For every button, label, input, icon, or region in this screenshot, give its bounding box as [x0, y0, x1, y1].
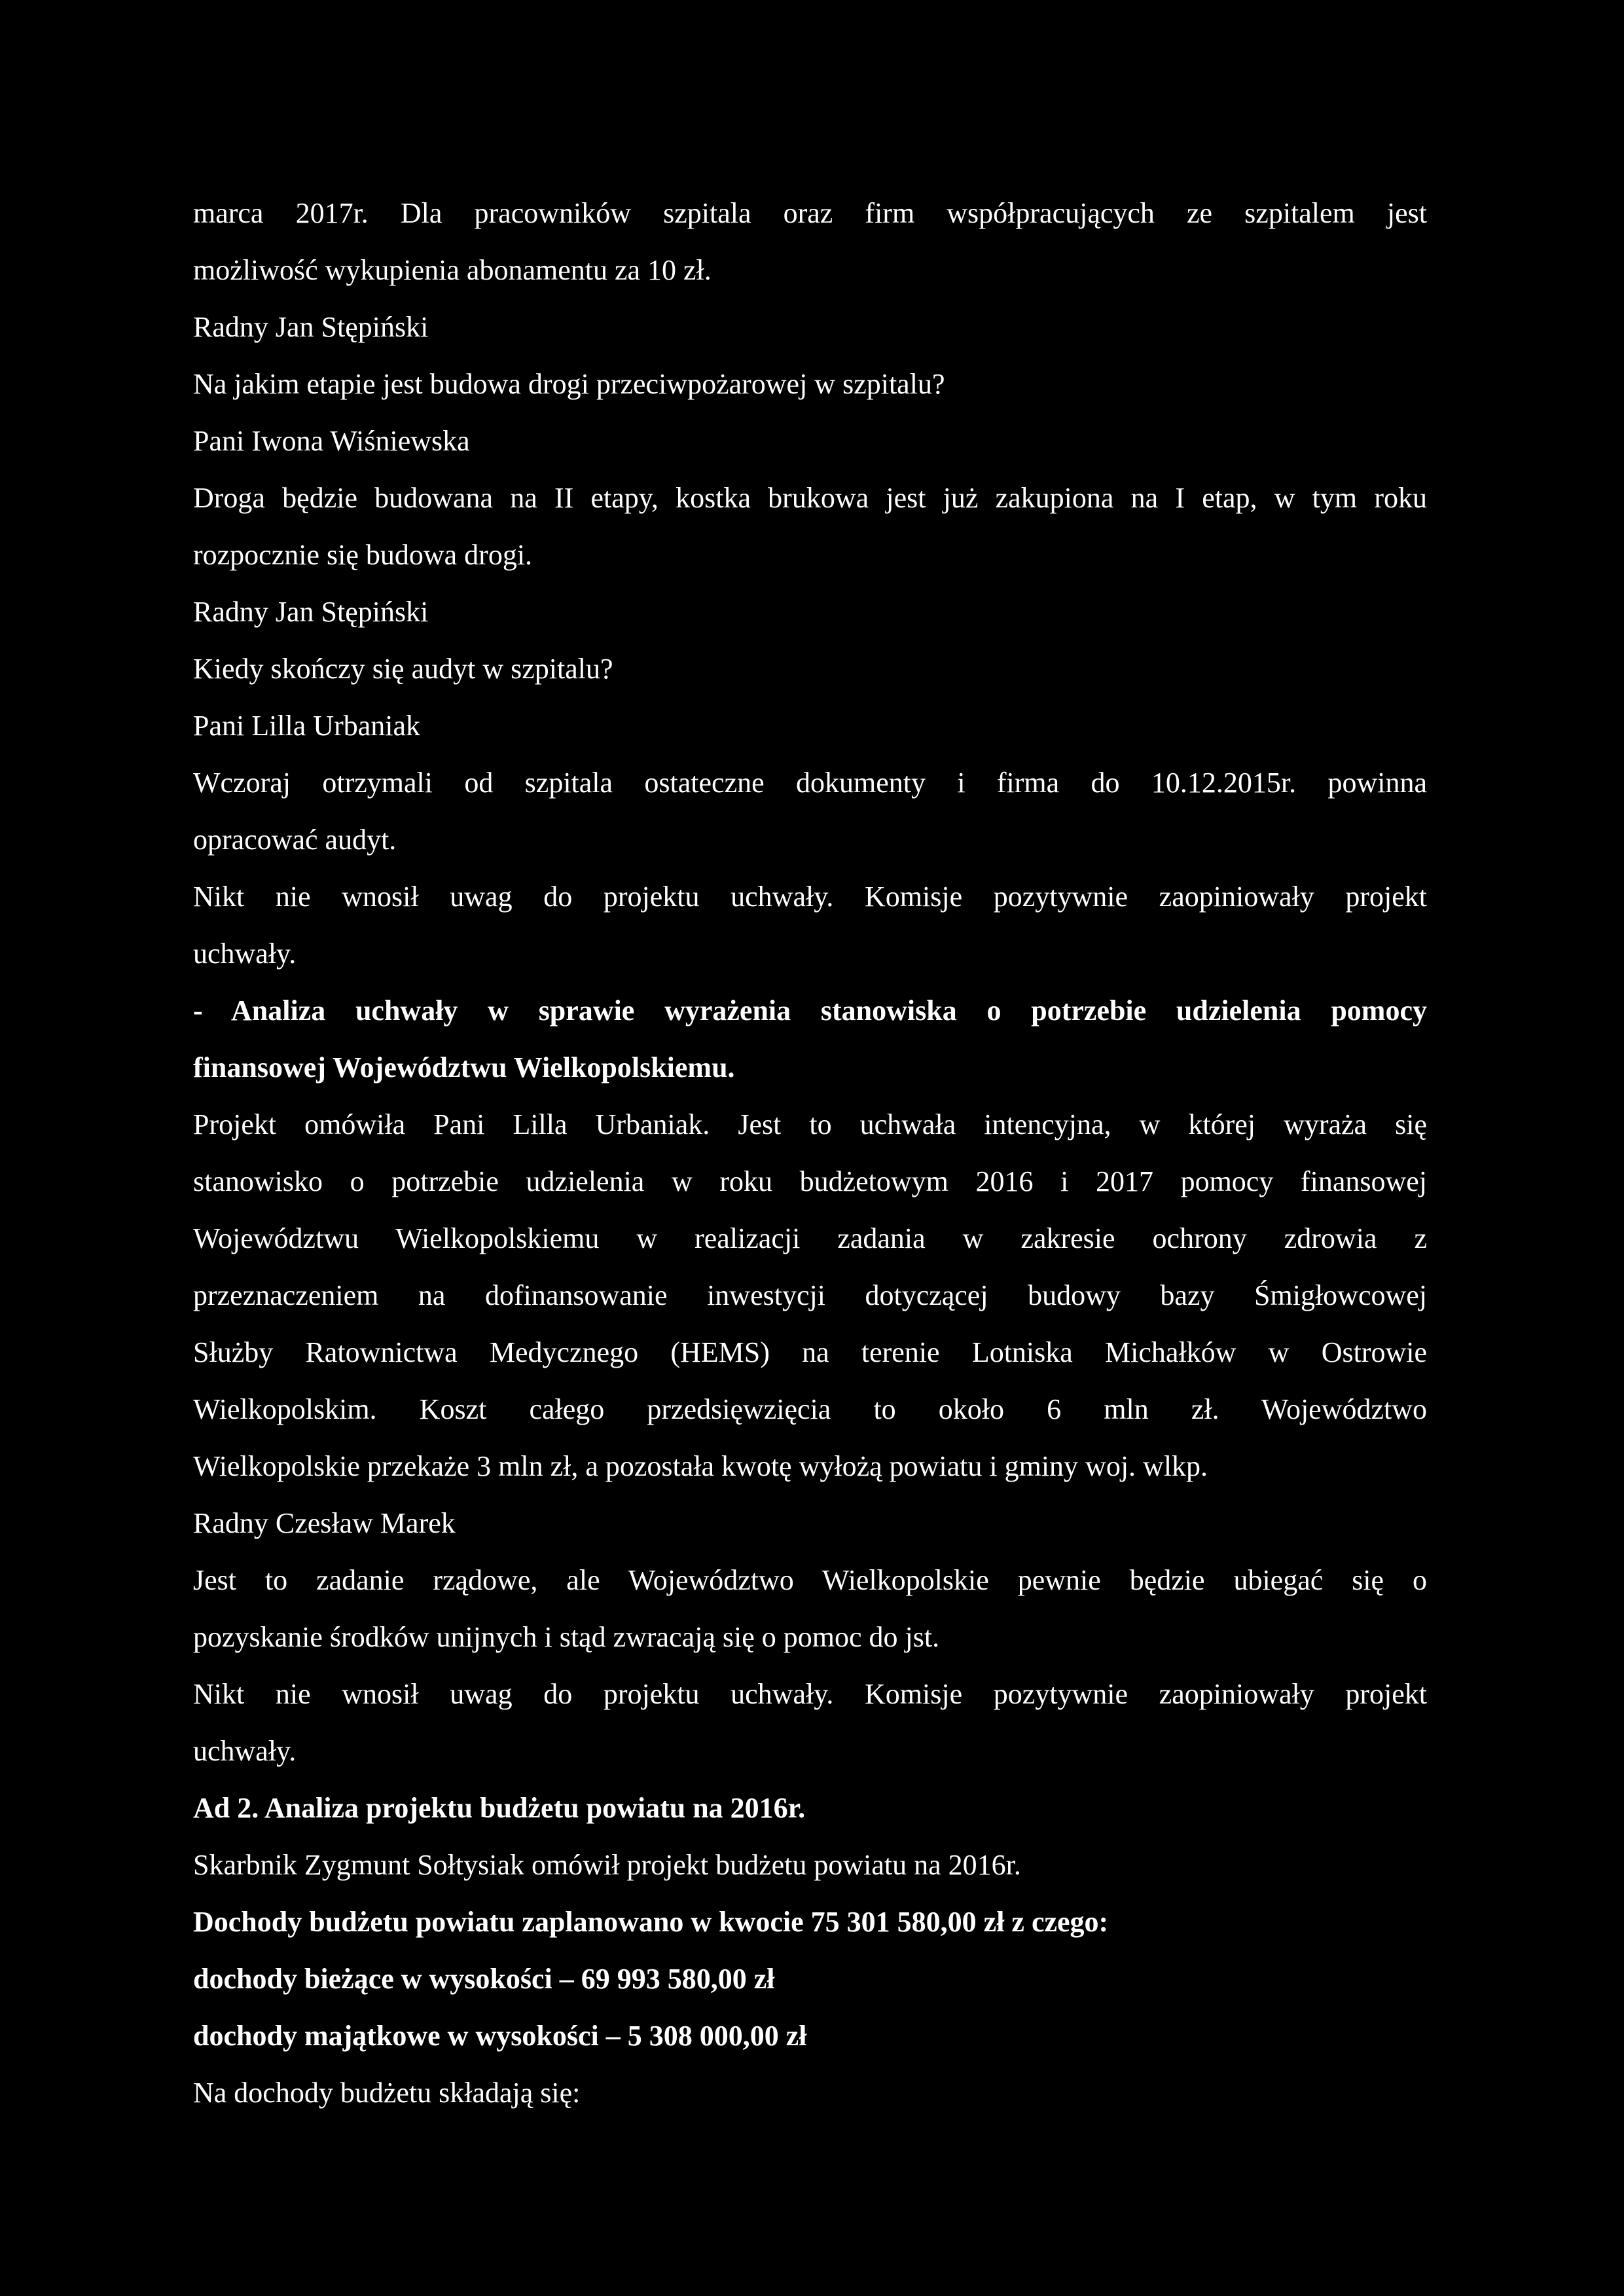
text-line: stanowisko o potrzebie udzielenia w roku budżetowym 2016 i 2017 pomocy finansowej	[193, 1165, 1427, 1197]
text-line: Na dochody budżetu składają się:	[193, 2077, 581, 2109]
text-line: Nikt nie wnosił uwag do projektu uchwały. Komisje pozytywnie zaopiniowały projekt	[193, 1678, 1427, 1710]
text-line: Nikt nie wnosił uwag do projektu uchwały. Komisje pozytywnie zaopiniowały projekt	[193, 881, 1427, 913]
bold-text-line: Ad 2. Analiza projektu budżetu powiatu na 2016r.	[193, 1792, 806, 1824]
text-line: możliwość wykupienia abonamentu za 10 zł.	[193, 254, 712, 286]
text-line: Wielkopolskim. Koszt całego przedsięwzięcia to około 6 mln zł. Województwo	[193, 1393, 1427, 1425]
bold-text-line: dochody majątkowe w wysokości – 5 308 000,00 zł	[193, 2020, 807, 2052]
text-line: Wczoraj otrzymali od szpitala ostateczne dokumenty i firma do 10.12.2015r. powinna	[193, 767, 1427, 799]
text-line: Pani Iwona Wiśniewska	[193, 425, 470, 457]
bold-text-line: Dochody budżetu powiatu zaplanowano w kwocie 75 301 580,00 zł z czego:	[193, 1906, 1109, 1938]
text-line: Na jakim etapie jest budowa drogi przeciwpożarowej w szpitalu?	[193, 368, 945, 400]
text-line: Radny Czesław Marek	[193, 1507, 456, 1539]
text-line: uchwały.	[193, 1735, 297, 1767]
text-line: rozpocznie się budowa drogi.	[193, 539, 533, 571]
text-line: Jest to zadanie rządowe, ale Województwo Wielkopolskie pewnie będzie ubiegać się o	[193, 1564, 1427, 1596]
text-line: Pani Lilla Urbaniak	[193, 710, 421, 742]
text-line: uchwały.	[193, 938, 297, 970]
text-line: Służby Ratownictwa Medycznego (HEMS) na terenie Lotniska Michałków w Ostrowie	[193, 1336, 1427, 1368]
text-line: opracować audyt.	[193, 824, 397, 856]
text-line: Kiedy skończy się audyt w szpitalu?	[193, 653, 613, 685]
text-line: Radny Jan Stępiński	[193, 596, 429, 628]
bold-text-line: - Analiza uchwały w sprawie wyrażenia stanowiska o potrzebie udzielenia pomocy	[193, 994, 1427, 1027]
text-line: Projekt omówiła Pani Lilla Urbaniak. Jest to uchwała intencyjna, w której wyraża się	[193, 1108, 1427, 1140]
text-line: Wielkopolskie przekaże 3 mln zł, a pozostała kwotę wyłożą powiatu i gminy woj. wlkp.	[193, 1450, 1208, 1482]
bold-text-line: dochody bieżące w wysokości – 69 993 580,00 zł	[193, 1963, 775, 1995]
text-line: Droga będzie budowana na II etapy, kostka brukowa jest już zakupiona na I etap, w tym roku	[193, 482, 1427, 514]
bold-text-line: finansowej Województwu Wielkopolskiemu.	[193, 1051, 735, 1084]
text-line: przeznaczeniem na dofinansowanie inwestycji dotyczącej budowy bazy Śmigłowcowej	[193, 1279, 1427, 1311]
text-line: pozyskanie środków unijnych i stąd zwracają się o pomoc do jst.	[193, 1621, 940, 1653]
text-line: Radny Jan Stępiński	[193, 311, 429, 343]
text-line: Województwu Wielkopolskiemu w realizacji zadania w zakresie ochrony zdrowia z	[193, 1222, 1427, 1254]
text-line: Skarbnik Zygmunt Sołtysiak omówił projekt budżetu powiatu na 2016r.	[193, 1849, 1021, 1881]
text-line: marca 2017r. Dla pracowników szpitala oraz firm współpracujących ze szpitalem jest	[193, 197, 1427, 229]
document-page	[193, 185, 1427, 2121]
